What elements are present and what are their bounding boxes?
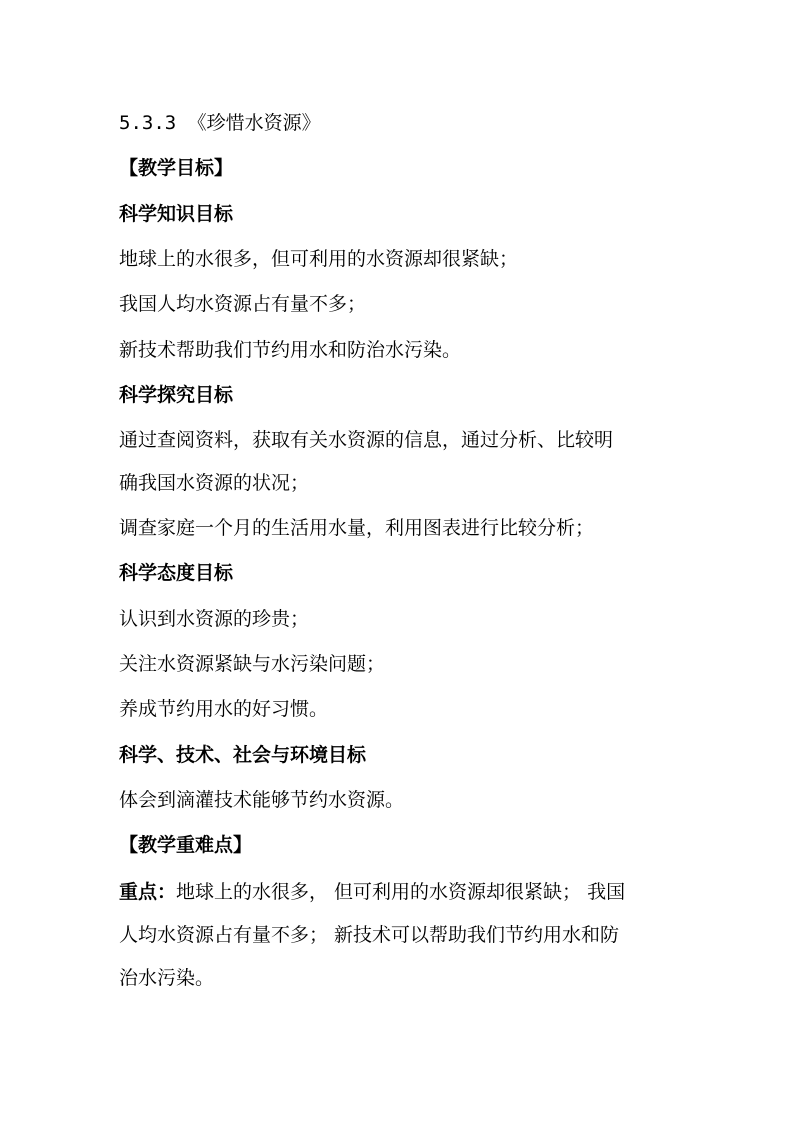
document-title: 5.3.3 《珍惜水资源》 [119,112,321,134]
key-point-label: 重点： [119,881,177,903]
attitude-item: 养成节约用水的好习惯。 [119,698,329,720]
key-point-line: 治水污染。 [119,967,215,989]
attitude-item: 认识到水资源的珍贵； [119,608,310,630]
inquiry-item: 确我国水资源的状况； [119,472,310,494]
subheading-attitude: 科学态度目标 [119,562,234,584]
subheading-knowledge: 科学知识目标 [119,203,234,225]
key-point-line [119,880,625,904]
knowledge-item: 地球上的水很多，但可利用的水资源却很紧缺； [119,248,519,270]
attitude-item: 关注水资源紧缺与水污染问题； [119,653,386,675]
section-heading-key-points: 【教学重难点】 [119,834,253,856]
sts-item: 体会到滴灌技术能够节约水资源。 [119,789,405,811]
subheading-sts: 科学、技术、社会与环境目标 [119,744,367,766]
subheading-inquiry: 科学探究目标 [119,384,234,406]
section-heading-objectives: 【教学目标】 [119,157,234,179]
key-point-text: 地球上的水很多， 但可利用的水资源却很紧缺； 我国 [176,881,626,903]
knowledge-item: 新技术帮助我们节约用水和防治水污染。 [119,339,462,361]
inquiry-item: 通过查阅资料，获取有关水资源的信息，通过分析、比较明 [119,429,614,451]
inquiry-item: 调查家庭一个月的生活用水量，利用图表进行比较分析； [119,517,595,539]
knowledge-item: 我国人均水资源占有量不多； [119,293,367,315]
key-point-line: 人均水资源占有量不多； 新技术可以帮助我们节约用水和防 [119,924,620,946]
